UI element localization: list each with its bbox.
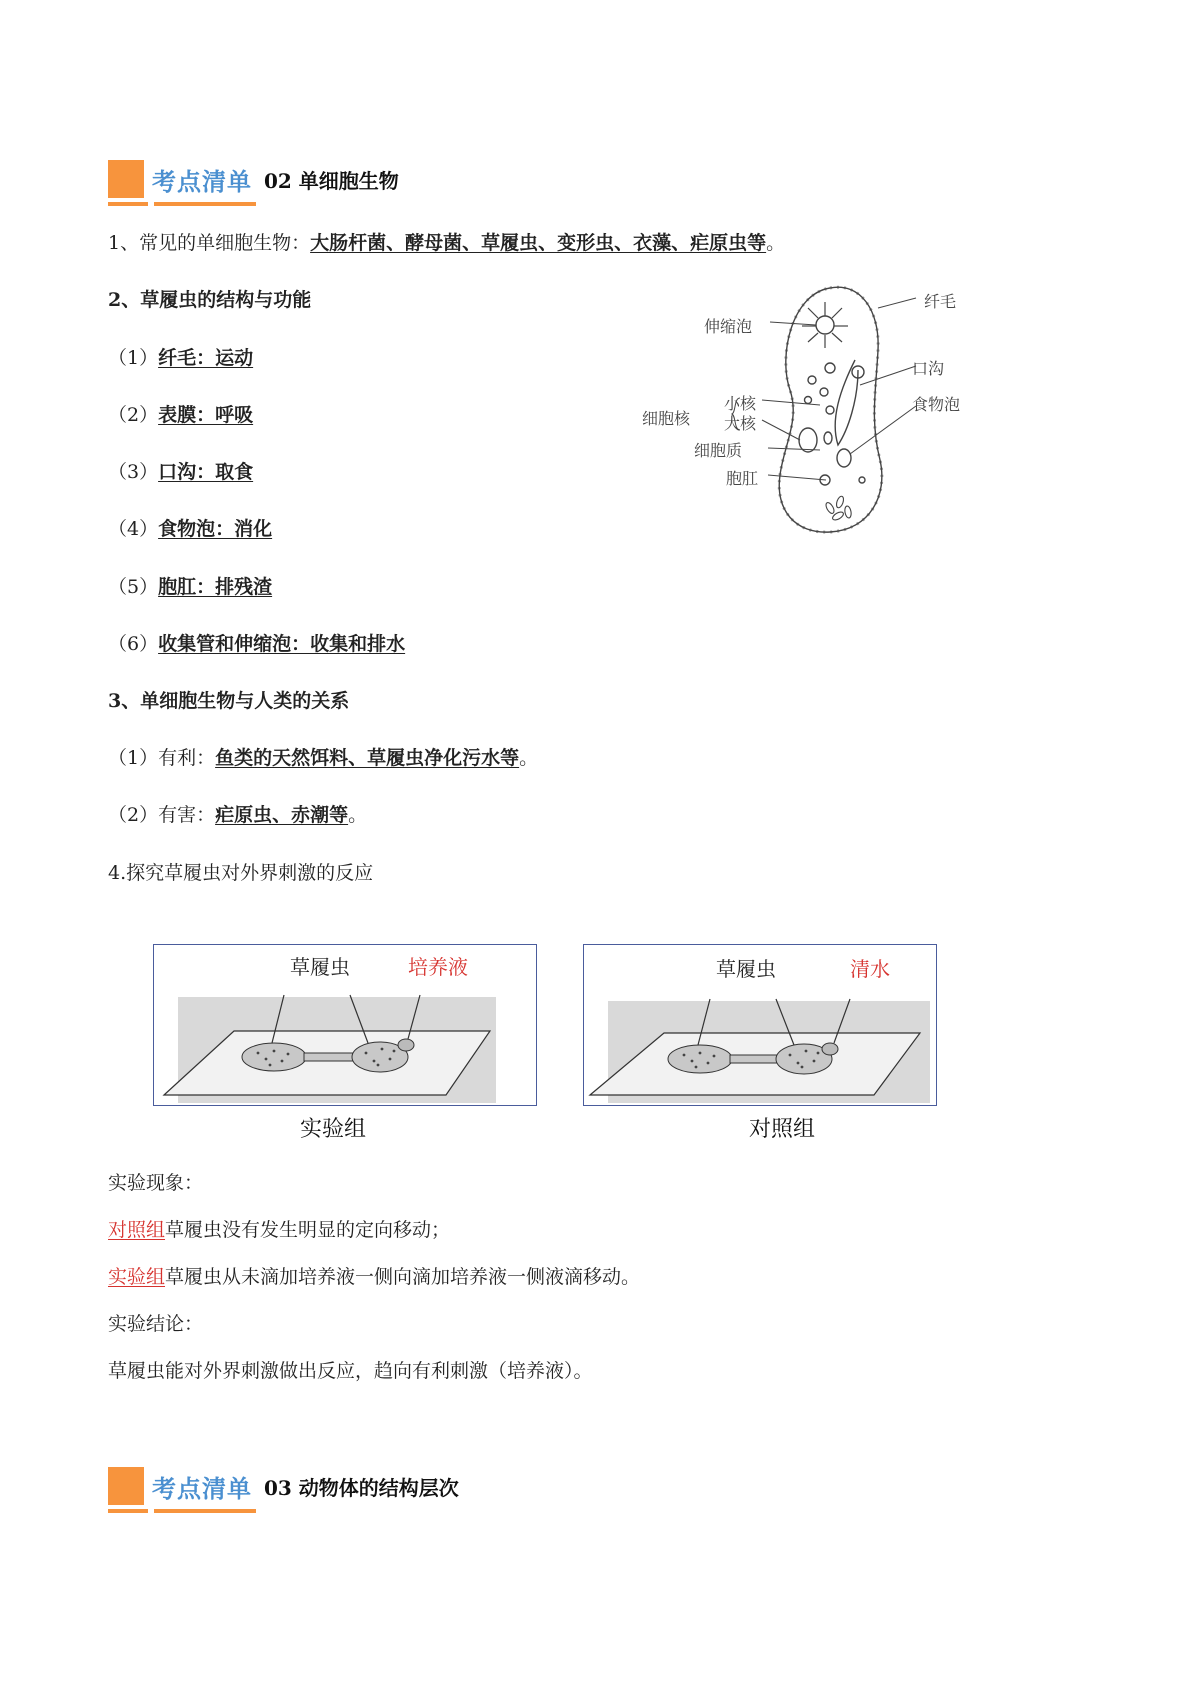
ctrl-group-tag: 对照组 (108, 1219, 166, 1241)
ctrl-group-caption: 对照组 (749, 1117, 816, 1142)
harm-answer: 疟原虫、赤潮等 (215, 804, 349, 826)
item1-line (108, 228, 785, 255)
item2-heading: 2、草履虫的结构与功能 (108, 289, 312, 311)
label-macronucleus: 大核 (724, 414, 757, 433)
label-contractile-vacuole: 伸缩泡 (704, 317, 753, 336)
header-underline (154, 202, 256, 206)
phenomenon-label: 实验现象： (108, 1172, 204, 1194)
section-header-03 (108, 1463, 508, 1523)
part-text: 口沟：取食 (158, 461, 254, 483)
part-num: （1） (108, 347, 159, 369)
item3-heading: 3、单细胞生物与人类的关系 (108, 690, 350, 712)
experiment-group-figure (153, 944, 537, 1106)
part-6 (108, 629, 405, 656)
part-num: （6） (108, 633, 159, 655)
part-text: 胞肛：排残渣 (158, 576, 273, 598)
part-num: （5） (108, 576, 159, 598)
header-underline (154, 1509, 256, 1513)
item3-harm (108, 800, 367, 827)
section-title: 03 动物体的结构层次 (264, 1476, 459, 1500)
header-square (108, 1467, 144, 1505)
header-square (108, 160, 144, 198)
control-group-figure (583, 944, 937, 1106)
part-num: （3） (108, 461, 159, 483)
part-5 (108, 572, 294, 599)
ctrl-slide-illustration (584, 945, 936, 1105)
part-text: 食物泡：消化 (158, 518, 273, 540)
exp-group-tag: 实验组 (108, 1266, 166, 1288)
header-underline (108, 1509, 148, 1513)
part-4 (108, 514, 272, 541)
item4-heading: 4.探究草履虫对外界刺激的反应 (108, 862, 374, 884)
item1-answer: 大肠杆菌、酵母菌、草履虫、变形虫、衣藻、疟原虫等 (310, 232, 767, 254)
conclusion-label: 实验结论： (108, 1313, 204, 1335)
benefit-answer: 鱼类的天然饵料、草履虫净化污水等 (215, 747, 520, 769)
part-num: （2） (108, 404, 159, 426)
ctrl-result (108, 1215, 450, 1242)
benefit-prefix: （1）有利： (108, 747, 216, 769)
benefit-suffix: 。 (519, 747, 539, 769)
section-header-02 (108, 156, 508, 216)
label-cilia: 纤毛 (924, 292, 957, 311)
section-label: 考点清单 (152, 1475, 252, 1503)
label-food-vacuole: 食物泡 (912, 395, 961, 414)
conclusion-text: 草履虫能对外界刺激做出反应，趋向有利刺激（培养液）。 (108, 1360, 593, 1382)
label-nucleus: 细胞核 (642, 409, 691, 428)
harm-prefix: （2）有害： (108, 804, 216, 826)
header-underline (108, 202, 148, 206)
part-1 (108, 343, 253, 370)
part-2 (108, 400, 253, 427)
part-text: 纤毛：运动 (158, 347, 254, 369)
part-text: 表膜：呼吸 (158, 404, 254, 426)
label-cytoplasm: 细胞质 (694, 441, 743, 460)
section-title: 02 单细胞生物 (264, 169, 399, 193)
exp-liquid-label: 培养液 (408, 955, 468, 979)
label-oral-groove: 口沟 (912, 359, 945, 378)
part-num: （4） (108, 518, 159, 540)
item3-benefit (108, 743, 538, 770)
exp-result (108, 1262, 640, 1289)
item1-prefix: 1、常见的单细胞生物： (108, 232, 311, 254)
exp-slide-illustration (154, 945, 536, 1105)
ctrl-result-text: 草履虫没有发生明显的定向移动； (165, 1219, 451, 1241)
label-micronucleus: 小核 (724, 394, 757, 413)
section-label: 考点清单 (152, 168, 252, 196)
item1-suffix: 。 (766, 232, 786, 254)
ctrl-organism-label: 草履虫 (716, 957, 776, 981)
part-text: 收集管和伸缩泡：收集和排水 (158, 633, 406, 655)
exp-group-caption: 实验组 (300, 1117, 367, 1142)
harm-suffix: 。 (348, 804, 368, 826)
part-3 (108, 457, 275, 484)
exp-result-text: 草履虫从未滴加培养液一侧向滴加培养液一侧液滴移动。 (165, 1266, 641, 1288)
paramecium-diagram (642, 280, 980, 540)
label-anal-pore: 胞肛 (726, 469, 759, 488)
ctrl-liquid-label: 清水 (850, 957, 890, 981)
exp-organism-label: 草履虫 (290, 955, 350, 979)
